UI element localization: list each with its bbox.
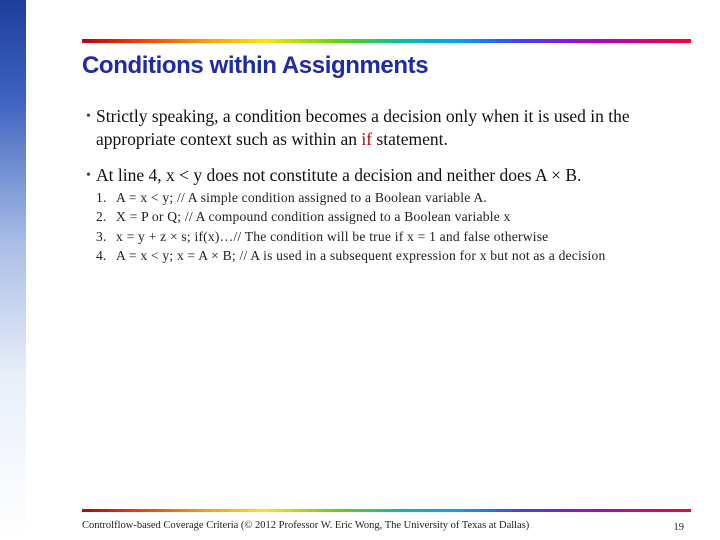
numbered-code-list: [96, 188, 696, 266]
list-item: [96, 188, 696, 207]
footer-credit: Controlflow-based Coverage Criteria (© 2012 Professor W. Eric Wong, The University of Texas at Dallas): [82, 520, 530, 531]
list-number: 4.: [96, 248, 107, 264]
list-text: A = x < y; x = A × B; // A is used in a subsequent expression for x but not as a decision: [116, 248, 606, 264]
list-number: 2.: [96, 209, 107, 225]
list-text: x = y + z × s; if(x)…// The condition will be true if x = 1 and false otherwise: [116, 228, 549, 244]
bullet-dot-icon: •: [86, 109, 91, 124]
bullet-item: [86, 164, 696, 187]
list-item: [96, 207, 696, 226]
list-item: [96, 227, 696, 246]
bullet-text: At line 4, x < y does not constitute a decision and neither does A × B.: [96, 165, 582, 185]
bullet-text: [86, 105, 696, 151]
side-gradient-bar: [0, 0, 26, 540]
list-text: A = x < y; // A simple condition assigned to a Boolean variable A.: [116, 190, 487, 205]
bullet-dot-icon: •: [86, 168, 91, 183]
if-keyword: if: [361, 129, 373, 149]
list-number: 3.: [96, 228, 107, 244]
list-number: 1.: [96, 190, 107, 205]
slide-title: Conditions within Assignments: [82, 52, 429, 79]
footer-rainbow-rule: [82, 509, 691, 512]
bullet-text-post: statement.: [372, 129, 448, 149]
bullet-text-pre: Strictly speaking, a condition becomes a decision only when it is used in the appropriate context such as within an: [96, 106, 630, 149]
list-item: [96, 246, 696, 265]
bullet-item: [86, 105, 696, 151]
page-number: 19: [673, 522, 684, 533]
title-rainbow-rule: [82, 39, 691, 43]
list-text: X = P or Q; // A compound condition assigned to a Boolean variable x: [116, 209, 511, 225]
